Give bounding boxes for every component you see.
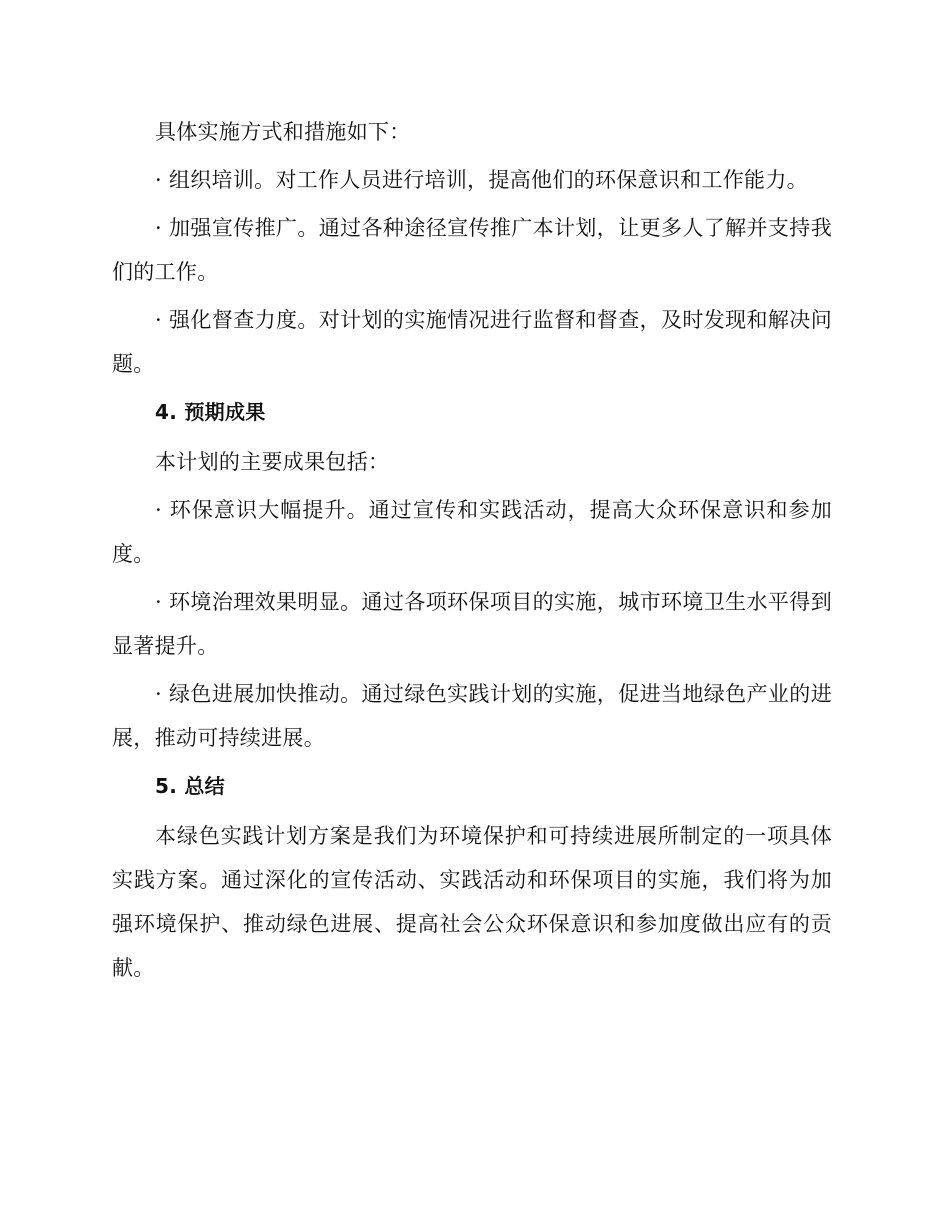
bullet-promotion: · 加强宣传推广。通过各种途径宣传推广本计划，让更多人了解并支持我们的工作。 [112,216,832,284]
document-body [112,110,832,994]
section-heading-summary: 5. 总结 [155,774,225,798]
bullet-green-development: · 绿色进展加快推动。通过绿色实践计划的实施，促进当地绿色产业的进展，推动可持续进展。 [112,682,832,750]
intro-results-paragraph: 本计划的主要成果包括： [155,450,390,474]
bullet-awareness: · 环保意识大幅提升。通过宣传和实践活动，提高大众环保意识和参加度。 [112,498,832,566]
intro-measures-paragraph: 具体实施方式和措施如下： [155,120,411,144]
bullet-training: · 组织培训。对工作人员进行培训，提高他们的环保意识和工作能力。 [155,168,808,192]
bullet-environment: · 环境治理效果明显。通过各项环保项目的实施，城市环境卫生水平得到显著提升。 [112,590,832,658]
summary-paragraph: 本绿色实践计划方案是我们为环境保护和可持续进展所制定的一项具体实践方案。通过深化的宣传活动、实践活动和环保项目的实施，我们将为加强环境保护、推动绿色进展、提高社会公众环保意识和参加度做出应有的贡献。 [112,824,832,980]
bullet-supervision: · 强化督查力度。对计划的实施情况进行监督和督查，及时发现和解决问题。 [112,308,832,376]
section-heading-expected-results: 4. 预期成果 [155,400,266,424]
